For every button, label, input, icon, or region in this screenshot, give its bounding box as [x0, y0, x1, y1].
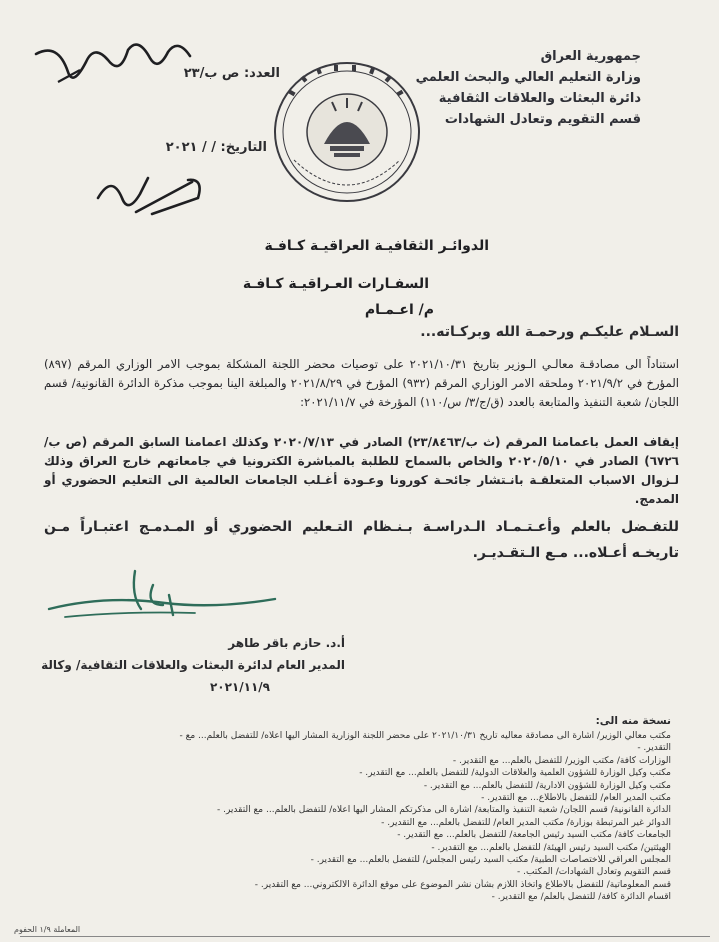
list-item: قسم المعلوماتية/ للتفضل بالاطلاع واتخاذ اللازم بشأن نشر الموضوع على موقع الدائرة الالكتروني... مع التقدير. - [51, 879, 671, 891]
list-item: مكتب وكيل الوزارة للشؤون الادارية/ للتفضل بالعلم... مع التقدير. - [51, 780, 671, 792]
list-item: الدائرة القانونية/ قسم اللجان/ شعبة التنفيذ والمتابعة/ اشارة الى مذكرتكم المشار اليها اعلاه/ للتفضل بالعلم... مع التقدير. - [51, 804, 671, 816]
addressee-cultural-offices: الدوائـر الثقافيـة العراقيـة كـافـة [264, 238, 489, 254]
copies-list [51, 730, 671, 904]
list-item: مكتب معالي الوزير/ اشارة الى مصادقة معاليه تاريخ ٢٠٢١/١٠/٣١ على محضر اللجنة الوزارية المشار اليها اعلاه/ للتفضل بالعلم... مع - [51, 730, 671, 742]
footer-note: المعاملة ١/٩ الحفوم [14, 925, 81, 934]
signature-date: ٢٠٢١/١١/٩ [209, 680, 270, 694]
header-line-department: قسم التقويم وتعادل الشهادات [444, 112, 641, 127]
subject-line: م/ اعـمـام [364, 302, 434, 318]
paragraph-decision: إيقاف العمل باعمامنا المرقم (ث ب/٢٣/٨٤٦٣) الصادر في ٢٠٢٠/٧/١٣ وكذلك اعمامنا السابق المرقم (ص ب/٦٧٢٦) الصادر في ٢٠٢٠/٥/١٠ والخاص بالسماح للطلبة بالمباشرة الكترونيا في جامعاتهم خارج العراق وذلك لـزوال الاسباب المتعلقـة بانـتشار جائحـة كورونا وعـودة أغـلب الجامعات العالمية الى التعليم الحضوري أو المدمج. [44, 435, 680, 506]
list-item: الدوائر غير المرتبطة بوزارة/ مكتب المدير العام/ للتفضل بالعلم... مع التقدير. - [51, 817, 671, 829]
list-item: الهيئتين/ مكتب السيد رئيس الهيئة/ للتفضل بالعلم... مع التقدير. - [51, 842, 671, 854]
list-item: المجلس العراقي للاختصاصات الطبية/ مكتب السيد رئيس المجلس/ للتفضل بالعلم... مع التقدير. - [51, 854, 671, 866]
header-line-country: جمهورية العراق [540, 49, 641, 64]
footer-divider [20, 936, 710, 937]
header-line-directorate: دائرة البعثات والعلاقات الثقافية [438, 91, 641, 106]
signature-mark [45, 565, 285, 635]
handwritten-reference-mark [92, 168, 212, 228]
paragraph-closing: للتفـضل بالعلم وأعـتـمـاد الـدراسـة بـنـظام التـعليم الحضوري أو المـدمـج اعتبـاراً مـن تاريخـه أعـلاه... مـع الـتقـديـر. [44, 519, 679, 561]
copies-title: نسخة منه الى: [595, 715, 671, 727]
list-item: الجامعات كافة/ مكتب السيد رئيس الجامعة/ للتفضل بالعلم... مع التقدير. - [51, 829, 671, 841]
header-line-ministry: وزارة التعليم العالي والبحث العلمي [415, 70, 641, 85]
list-item: اقسام الدائرة كافة/ للتفضل بالعلم/ مع التقدير. - [51, 891, 671, 903]
document-number: العدد: ص ب/٢٣ [183, 66, 280, 81]
greeting: السـلام عليكـم ورحمـة الله وبركـاته... [420, 324, 679, 340]
signer-title: المدير العام لدائرة البعثات والعلاقات الثقافية/ وكالة [41, 658, 345, 672]
addressee-embassies: السفـارات العـراقيـة كـافـة [242, 276, 429, 292]
list-item: التقدير. - [51, 742, 671, 754]
list-item: مكتب المدير العام/ للتفضل بالاطلاع... مع التقدير. - [51, 792, 671, 804]
document-date: التاريخ: / / ٢٠٢١ [165, 140, 267, 155]
paragraph-reference: استناداً الى مصادقـة معالـي الـوزير بتاريخ ٢٠٢١/١٠/٣١ على توصيات محضر اللجنة المشكلة بموجب الامر الوزاري المرقم (٨٩٧) المؤرخ في ٢٠٢١/٩/٢ وملحقه الامر الوزاري المرقم (٩٣٢) المؤرخ في ٢٠٢١/٨/٢٩ والمبلغة الينا بموجب مذكرة الدائرة القانونية/ قسم اللجان/ شعبة التنفيذ والمتابعة بالعدد (ق/ج/٣/ س/١١٠) المؤرخة في ٢٠٢١/١١/٧: [44, 357, 680, 409]
ministry-seal-icon [272, 60, 422, 205]
signer-name: أ.د. حازم باقر طاهر [228, 636, 345, 650]
list-item: الوزارات كافة/ مكتب الوزير/ للتفضل بالعلم... مع التقدير. - [51, 755, 671, 767]
list-item: قسم التقويم وتعادل الشهادات/ المكتب. - [51, 866, 671, 878]
list-item: مكتب وكيل الوزارة للشؤون العلمية والعلاقات الدولية/ للتفضل بالعلم... مع التقدير. - [51, 767, 671, 779]
